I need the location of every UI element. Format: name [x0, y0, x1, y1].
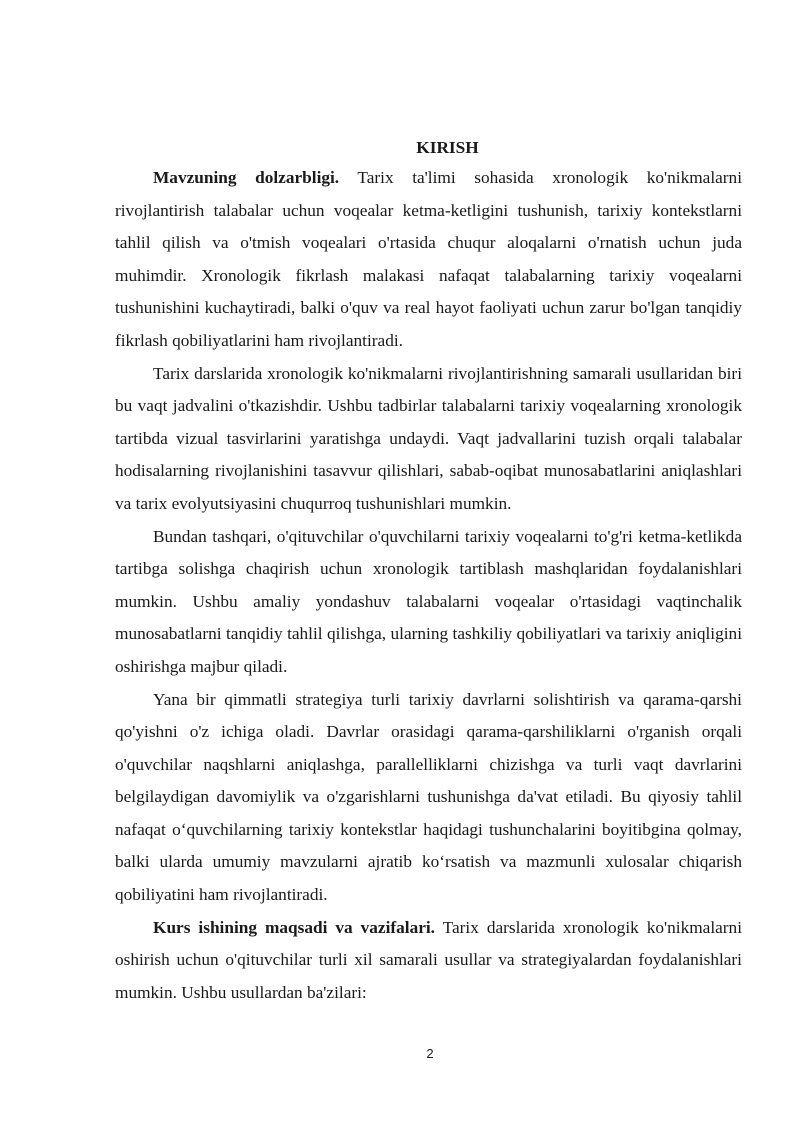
paragraph-sequencing [115, 521, 742, 684]
paragraph-lead: Mavzuning dolzarbligi. [153, 168, 340, 187]
paragraph-lead: Kurs ishining maqsadi va vazifalari. [153, 917, 435, 937]
paragraph-comparison [115, 684, 742, 912]
paragraph-text: Tarix darslarida xronologik ko'nikmalarni oshirish uchun o'qituvchilar turli xil samarali usullar va strategiyalardan foydalanishlari mumkin. Ushbu usullardan ba'zilari: [115, 917, 742, 1002]
paragraph-text: Tarix darslarida xronologik ko'nikmalarni rivojlantirishning samarali usullaridan biri bu vaqt jadvalini o'tkazishdir. Ushbu tadbirlar talabalarni tarixiy voqealarning xronologik tartibda vizual tasvirlarini yaratishga undaydi. Vaqt jadvallarini tuzish orqali talabalar hodisalarning rivojlanishini tasavvur qilishlari, sabab-oqibat munosabatlarini aniqlashlari va tarix evolyutsiyasini chuqurroq tushunishlari mumkin. [115, 363, 742, 513]
document-body [115, 134, 742, 1009]
section-title: KIRISH [416, 138, 479, 157]
paragraph-text: Bundan tashqari, o'qituvchilar o'quvchilarni tarixiy voqealarni to'g'ri ketma-ketlikda tartibga solishga chaqirish uchun xronologik tartiblash mashqlaridan foydalanishlari mumkin. Ushbu amaliy yondashuv talabalarni voqealar o'rtasidagi vaqtinchalik munosabatlarni tanqidiy tahlil qilishga, ularning tashkiliy qobiliyatlari va tarixiy aniqligini oshirishga majbur qiladi. [115, 526, 742, 676]
paragraph-timelines [115, 358, 742, 521]
paragraph-text: Yana bir qimmatli strategiya turli tarixiy davrlarni solishtirish va qarama-qarshi qo'yishni o'z ichiga oladi. Davrlar orasidagi qarama-qarshiliklarni o'rganish orqali o'quvchilar naqshlarni aniqlashga, parallelliklarni chizishga va turli vaqt davrlarini belgilaydigan davomiylik va o'zgarishlarni tushunishga da'vat etiladi. Bu qiyosiy tahlil nafaqat o‘quvchilarning tarixiy kontekstlar haqidagi tushunchalarini boyitibgina qolmay, balki ularda umumiy mavzularni ajratib ko‘rsatish va mazmunli xulosalar chiqarish qobiliyatini ham rivojlantiradi. [115, 689, 742, 905]
page-number: 2 [426, 1046, 434, 1061]
paragraph-relevance [115, 162, 742, 358]
paragraph-text: Tarix ta'limi sohasida xronologik ko'nikmalarni rivojlantirish talabalar uchun voqealar ketma-ketligini tushunish, tarixiy kontekstlarni tahlil qilish va o'tmish voqealari o'rtasida chuqur aloqalarni o'rnatish uchun juda muhimdir. Xronologik fikrlash malakasi nafaqat talabalarning tarixiy voqealarni tushunishini kuchaytiradi, balki o'quv va real hayot faoliyati uchun zarur bo'lgan tanqidiy fikrlash qobiliyatlarini ham rivojlantiradi. [115, 168, 742, 350]
paragraph-goals [115, 912, 742, 1010]
